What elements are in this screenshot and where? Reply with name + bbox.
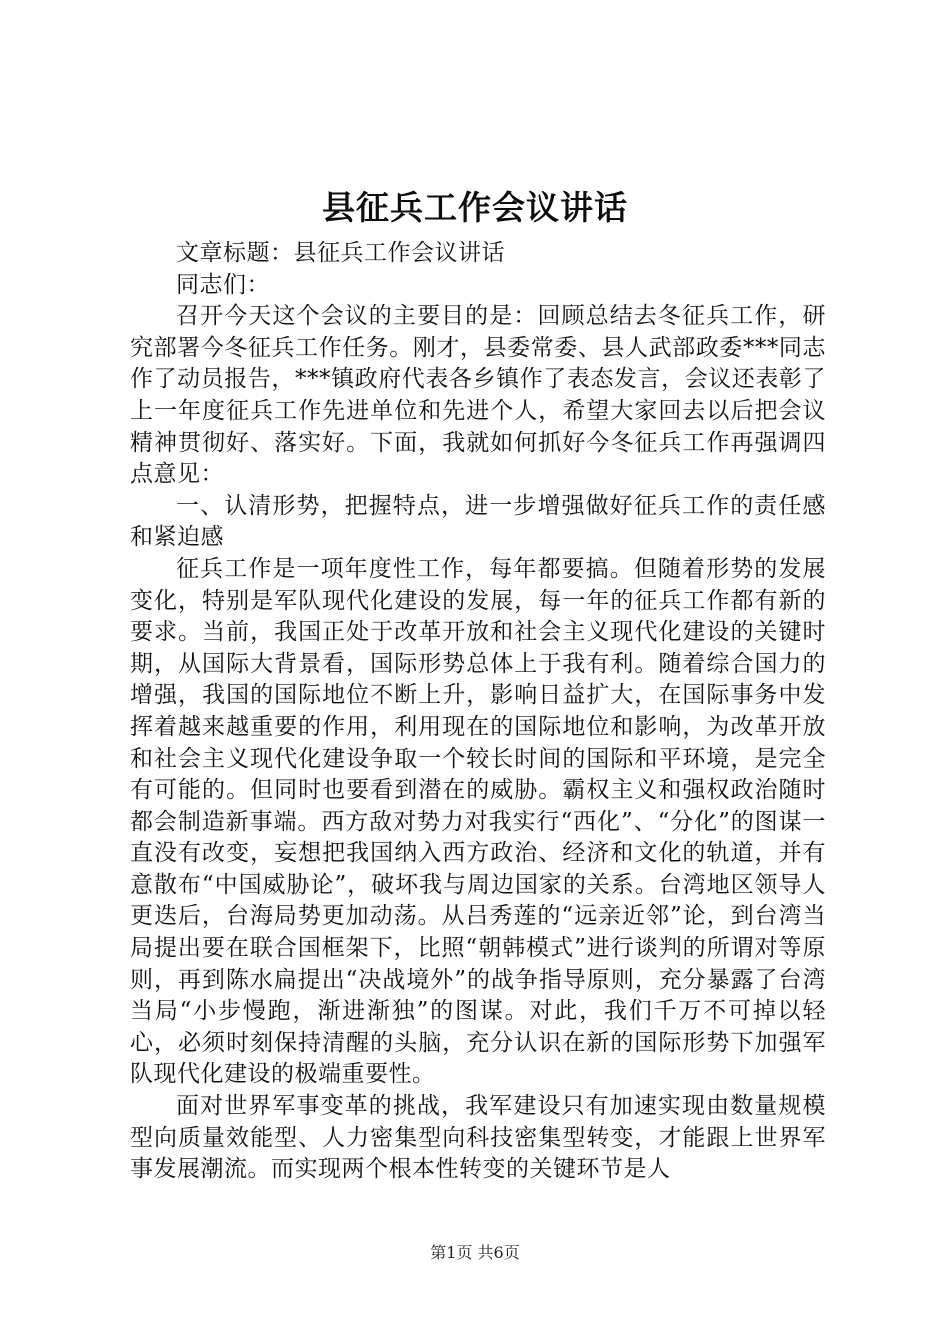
article-title-line: 文章标题：县征兵工作会议讲话 — [176, 240, 505, 266]
salutation: 同志们： — [176, 271, 270, 298]
page-number: 第1页 共6页 — [430, 1243, 520, 1262]
section-heading-1: 一、认清形势，把握特点，进一步增强做好征兵工作的责任感和紧迫感 — [130, 492, 826, 551]
document-body — [130, 238, 826, 1186]
paragraph-situation: 征兵工作是一项年度性工作，每年都要搞。但随着形势的发展变化，特别是军队现代化建设的发展，每一年的征兵工作都有新的要求。当前，我国正处于改革开放和社会主义现代化建设的关键时期，从国际大背景看，国际形势总体上于我有利。随着综合国力的增强，我国的国际地位不断上升，影响日益扩大，在国际事务中发挥着越来越重要的作用，利用现在的国际地位和影响，为改革开放和社会主义现代化建设争取一个较长时间的国际和平环境，是完全有可能的。但同时也要看到潜在的威胁。霸权主义和强权政治随时都会制造新事端。西方敌对势力对我实行“西化”、“分化”的图谋一直没有改变，妄想把我国纳入西方政治、经济和文化的轨道，并有意散布“中国威胁论”，破坏我与周边国家的关系。台湾地区领导人更迭后，台海局势更加动荡。从吕秀莲的“远亲近邻”论，到台湾当局提出要在联合国框架下，比照“朝韩模式”进行谈判的所谓对等原则，再到陈水扁提出“决战境外”的战争指导原则，充分暴露了台湾当局“小步慢跑，渐进渐独”的图谋。对此，我们千万不可掉以轻心，必须时刻保持清醒的头脑，充分认识在新的国际形势下加强军队现代化建设的极端重要性。 — [130, 555, 826, 1088]
paragraph-challenge: 面对世界军事变革的挑战，我军建设只有加速实现由数量规模型向质量效能型、人力密集型向科技密集型转变，才能跟上世界军事发展潮流。而实现两个根本性转变的关键环节是人 — [130, 1093, 826, 1183]
document-title: 县征兵工作会议讲话 — [322, 188, 628, 227]
paragraph-intro: 召开今天这个会议的主要目的是：回顾总结去冬征兵工作，研究部署今冬征兵工作任务。刚才，县委常委、县人武部政委***同志作了动员报告，***镇政府代表各乡镇作了表态发言，会议还表彰了上一年度征兵工作先进单位和先进个人，希望大家回去以后把会议精神贯彻好、落实好。下面，我就如何抓好今冬征兵工作再强调四点意见： — [130, 303, 826, 488]
